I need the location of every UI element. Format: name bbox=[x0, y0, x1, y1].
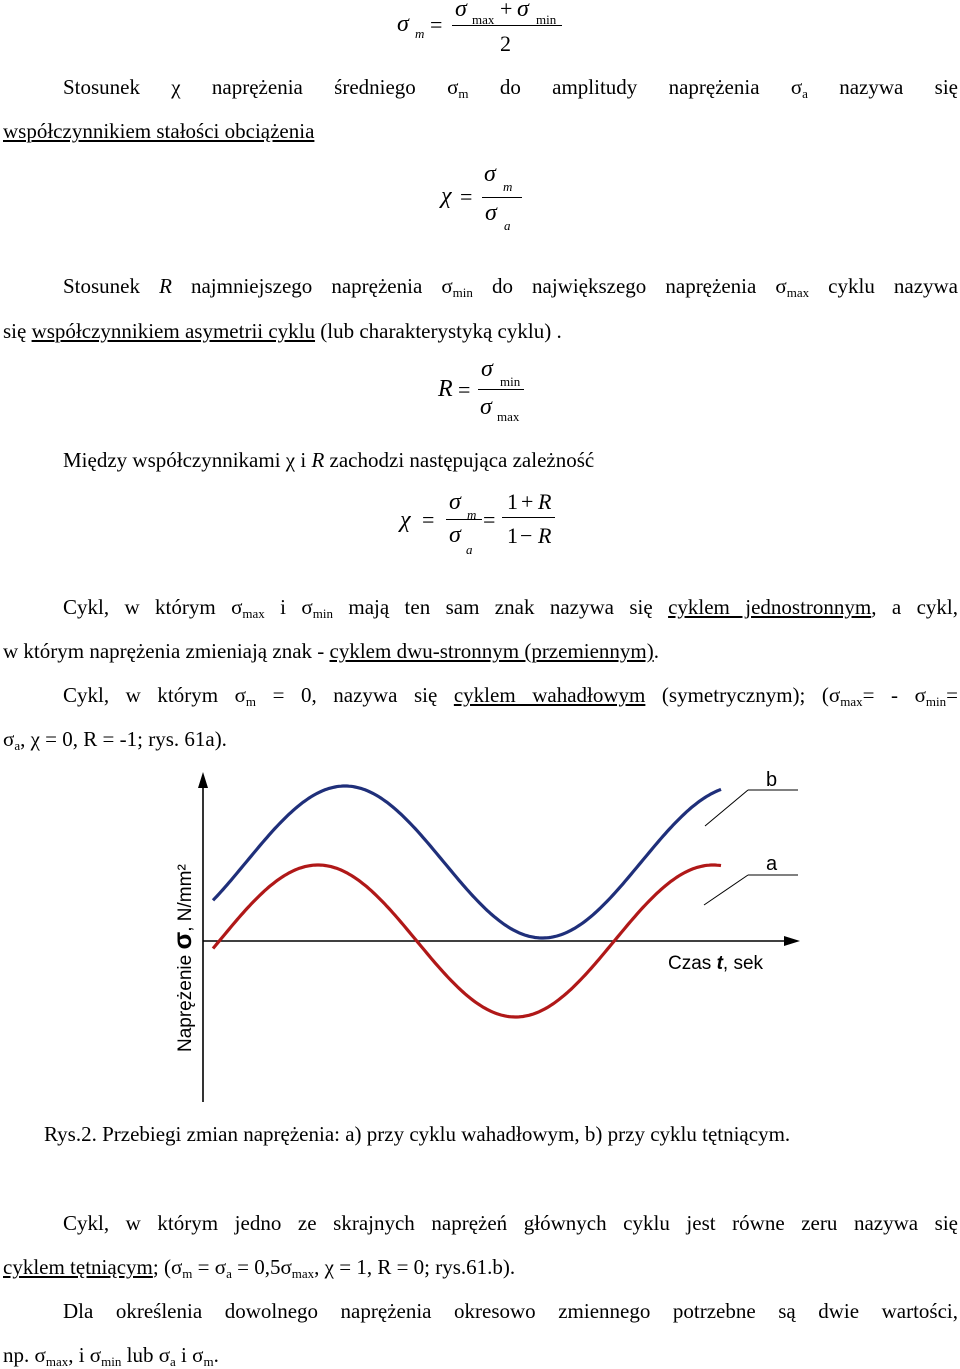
sub: a bbox=[170, 1354, 176, 1369]
formula2-eq: = bbox=[460, 184, 473, 209]
formula1-num-b-sub: min bbox=[536, 12, 557, 27]
text: do największego naprężenia σ bbox=[472, 274, 787, 298]
text: . bbox=[653, 639, 660, 663]
formula3-num: σ bbox=[481, 356, 493, 382]
sub: min bbox=[925, 694, 947, 709]
y-axis-label bbox=[167, 864, 197, 1052]
formula2-fraction-bar bbox=[482, 197, 522, 198]
para4-line2 bbox=[3, 638, 659, 664]
x-label-text: Czas bbox=[668, 953, 717, 974]
text: w którym naprężenia zmieniają znak - bbox=[3, 639, 330, 663]
para5-line2 bbox=[3, 726, 227, 752]
y-label-sigma: σ bbox=[167, 931, 197, 950]
x-axis-label bbox=[668, 953, 764, 974]
formula2-den: σ bbox=[485, 200, 497, 226]
x-axis-arrow bbox=[784, 936, 800, 946]
sub: max bbox=[786, 285, 810, 300]
para6-line2 bbox=[3, 1254, 515, 1280]
formula4-den2-a: 1 bbox=[507, 523, 518, 548]
y-axis-arrow bbox=[198, 772, 208, 788]
formula1-lhs-sub: m bbox=[415, 26, 425, 41]
text: np. σ bbox=[3, 1343, 46, 1367]
term-pulsating-cycle: cyklem tętniącym bbox=[3, 1255, 153, 1279]
text: , χ = 1, R = 0; rys.61.b). bbox=[314, 1255, 516, 1279]
formula4-lhs: χ bbox=[400, 507, 411, 533]
text: się bbox=[3, 319, 32, 343]
text: Stosunek bbox=[63, 274, 160, 298]
formula4-eq2: = bbox=[483, 507, 496, 532]
text: R bbox=[311, 448, 325, 472]
para5-line1 bbox=[63, 682, 958, 708]
text: = bbox=[946, 683, 958, 707]
formula2-den-sub: a bbox=[504, 218, 511, 233]
para1-line2 bbox=[3, 118, 314, 144]
formula4-fraction-bar-2 bbox=[502, 517, 555, 518]
x-label-unit: , sek bbox=[722, 953, 764, 974]
text: R bbox=[159, 274, 172, 298]
formula4-num2-r: R bbox=[538, 489, 552, 514]
sub: min bbox=[101, 1354, 122, 1369]
formula1-eq: = bbox=[430, 12, 443, 37]
text: cyklu nazywa bbox=[809, 274, 959, 298]
text: zachodzi następująca zależność bbox=[324, 448, 595, 472]
y-label-unit: , N/mm² bbox=[175, 864, 196, 932]
sub: m bbox=[458, 86, 469, 101]
sub: m bbox=[203, 1354, 214, 1369]
formula1-num-b: σ bbox=[517, 0, 529, 22]
term-stability-coefficient: współczynnikiem stałości obciążenia bbox=[3, 119, 315, 143]
text: = σ bbox=[192, 1255, 227, 1279]
formula2-num-sub: m bbox=[503, 179, 513, 194]
text: ; (σ bbox=[152, 1255, 183, 1279]
formula1-lhs: σ bbox=[397, 11, 409, 37]
text: Cykl, w którym σ bbox=[63, 683, 246, 707]
para1-line1 bbox=[63, 74, 958, 100]
text: , i σ bbox=[68, 1343, 102, 1367]
term-one-sided-cycle: cyklem jednostronnym bbox=[668, 595, 872, 619]
formula3-eq: = bbox=[458, 377, 471, 402]
sub: max bbox=[45, 1354, 69, 1369]
formula4-num1: σ bbox=[449, 489, 461, 515]
text: mają ten sam znak nazywa się bbox=[332, 595, 669, 619]
formula4-eq1: = bbox=[422, 507, 435, 532]
formula3-den: σ bbox=[480, 394, 492, 420]
text: , χ = 0, R = -1; rys. 61a). bbox=[20, 727, 227, 751]
curve-b-pulsating bbox=[213, 786, 721, 938]
formula4-den2-op: − bbox=[520, 523, 533, 548]
text: (symetrycznym); (σ bbox=[645, 683, 841, 707]
formula4-den2-r: R bbox=[538, 523, 552, 548]
sub: m bbox=[245, 694, 257, 709]
para4-line1 bbox=[63, 594, 958, 620]
x-label-t: t bbox=[716, 953, 723, 974]
sub: max bbox=[840, 694, 863, 709]
formula3-den-sub: max bbox=[497, 409, 520, 424]
text: . bbox=[213, 1343, 219, 1367]
term-two-sided-cycle: cyklem dwu-stronnym (przemiennym) bbox=[329, 639, 654, 663]
formula2-lhs: χ bbox=[441, 183, 452, 209]
sub: m bbox=[182, 1266, 193, 1281]
sub: a bbox=[226, 1266, 232, 1281]
stress-cycle-figure bbox=[0, 760, 960, 1110]
curve-a-label: a bbox=[766, 853, 778, 875]
formula4-den1-sub: a bbox=[466, 542, 473, 557]
formula4-fraction-bar-1 bbox=[446, 519, 482, 520]
formula4-num2-a: 1 bbox=[507, 489, 518, 514]
formula1-den: 2 bbox=[500, 31, 511, 56]
sub: a bbox=[802, 86, 808, 101]
formula3-fraction-bar bbox=[478, 389, 524, 390]
text: i σ bbox=[175, 1343, 204, 1367]
para3 bbox=[63, 447, 594, 473]
formula4-num2-op: + bbox=[521, 489, 534, 514]
formula2-num: σ bbox=[484, 161, 496, 187]
sub: min bbox=[452, 285, 473, 300]
text: = - σ bbox=[862, 683, 926, 707]
text: Stosunek χ naprężenia średniego σ bbox=[63, 75, 459, 99]
para7-line2 bbox=[3, 1342, 219, 1368]
text: najmniejszego naprężenia σ bbox=[171, 274, 453, 298]
text: Cykl, w którym σ bbox=[63, 595, 243, 619]
formula1-num-a: σ bbox=[455, 0, 467, 22]
para2-line2 bbox=[3, 318, 562, 344]
para2-line1 bbox=[63, 273, 958, 299]
y-label-text: Naprężenie bbox=[175, 949, 196, 1052]
text: σ bbox=[3, 727, 15, 751]
formula1-num-a-sub: max bbox=[472, 12, 495, 27]
term-asymmetry-coefficient: współczynnikiem asymetrii cyklu bbox=[31, 319, 316, 343]
figure-caption: Rys.2. Przebiegi zmian naprężenia: a) przy cyklu wahadłowym, b) przy cyklu tętniącym. bbox=[44, 1122, 791, 1146]
text: = 0,5σ bbox=[231, 1255, 292, 1279]
leader-line-a bbox=[704, 875, 748, 905]
text: = 0, nazywa się bbox=[256, 683, 454, 707]
text: (lub charakterystyką cyklu) . bbox=[315, 319, 562, 343]
formula4-den1: σ bbox=[449, 522, 461, 548]
sub: min bbox=[312, 606, 333, 621]
sub: max bbox=[291, 1266, 315, 1281]
para7-line1: Dla określenia dowolnego naprężenia okresowo zmiennego potrzebne są dwie wartości, bbox=[63, 1299, 958, 1323]
formula1-plus: + bbox=[500, 0, 513, 21]
para6-line1: Cykl, w którym jedno ze skrajnych naprężeń głównych cyklu jest równe zeru nazywa się bbox=[63, 1211, 958, 1235]
sub: max bbox=[242, 606, 265, 621]
text: lub σ bbox=[121, 1343, 171, 1367]
text: i σ bbox=[264, 595, 313, 619]
formula1-fraction-bar bbox=[452, 25, 562, 26]
text: Między współczynnikami χ i bbox=[63, 448, 312, 472]
text: , a cykl, bbox=[871, 595, 958, 619]
text: do amplitudy naprężenia σ bbox=[468, 75, 803, 99]
curve-b-label: b bbox=[766, 769, 778, 791]
sub: a bbox=[14, 738, 21, 753]
formula3-num-sub: min bbox=[500, 374, 521, 389]
formula4-num1-sub: m bbox=[467, 507, 477, 522]
text: nazywa się bbox=[807, 75, 958, 99]
term-pendulum-cycle: cyklem wahadłowym bbox=[453, 683, 646, 707]
formula3-lhs: R bbox=[438, 376, 453, 402]
